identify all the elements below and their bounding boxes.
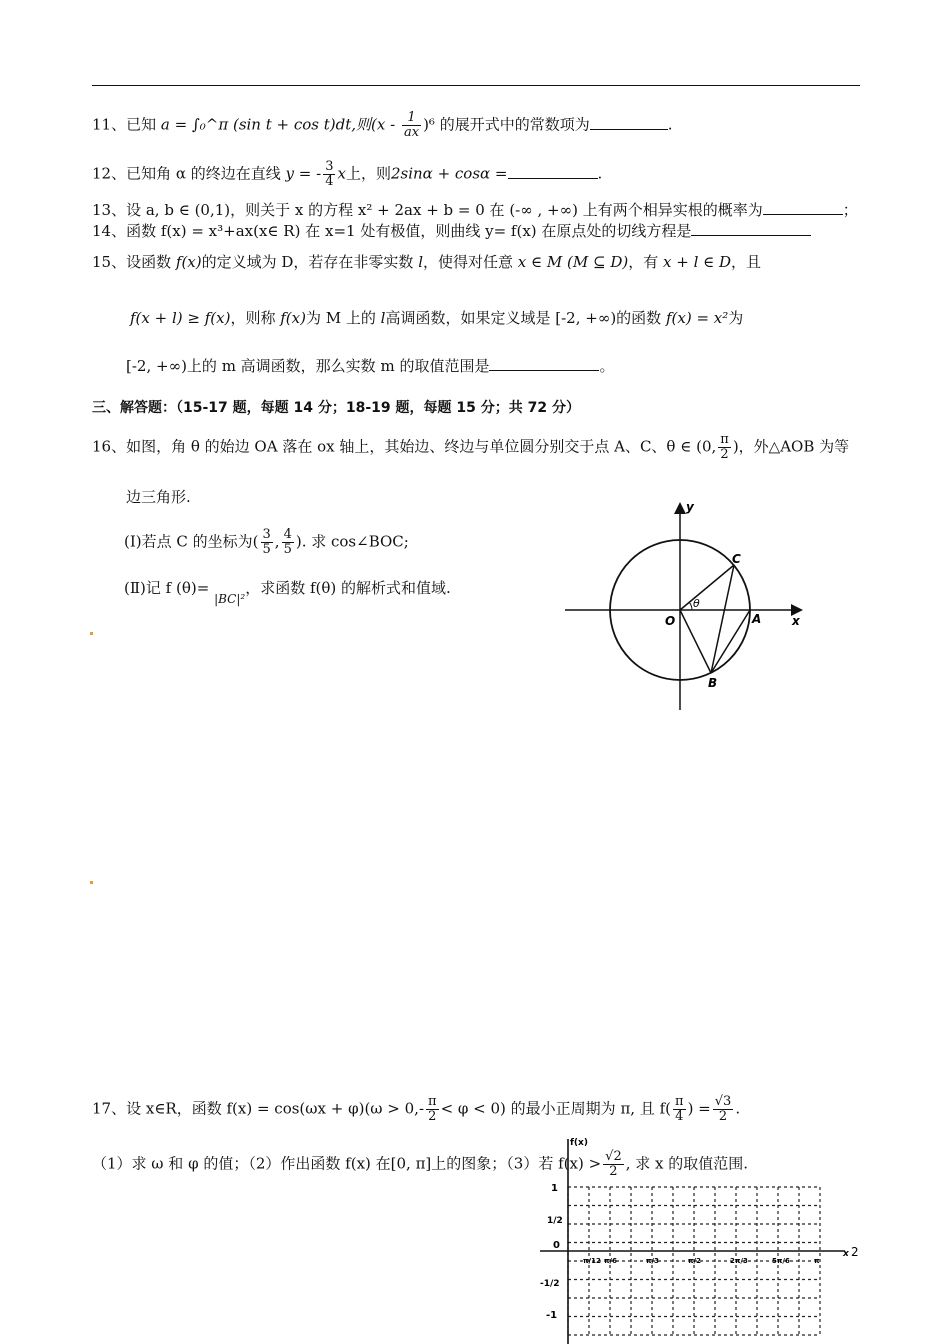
q12-formula-a: y = - [285,164,322,183]
label-y-1: 1 [551,1183,558,1194]
label-x-extra: 2 [851,1245,859,1259]
q17-f1-den: 2 [428,1109,437,1124]
q16-p2-c: ，求函数 f(θ) 的解析式和值域. [245,579,451,597]
q12-number: 12、 [92,164,127,183]
q15-text-2d: 为 M 上的 [305,309,376,327]
label-y-mhalf: -1/2 [540,1279,560,1289]
q16-frac-den: 2 [720,447,729,462]
q16-p1-f2-num: 4 [283,527,292,542]
q17-text-1a: 设 x∈R，函数 f(x) = cos(ωx + φ)(ω > 0,- [126,1099,425,1118]
q14-answer-blank[interactable] [691,221,811,236]
q17-f3-den: 2 [718,1109,728,1124]
q17-text-2b: , 求 x 的取值范围. [625,1154,749,1173]
x-tick-label: π/2 [688,1257,701,1265]
q17-number: 17、 [92,1099,127,1118]
theta-arc [689,602,692,610]
x-tick-label: π/6 [604,1257,617,1265]
label-fx: f(x) [570,1138,588,1148]
question-12 [92,160,602,189]
x-tick-label: 2π/3 [730,1257,748,1265]
q16-p1-frac-1 [261,528,273,557]
question-11 [92,111,672,140]
q12-end: . [597,164,603,183]
label-y: y [686,500,694,514]
q15-text-1d: ，有 [628,253,659,271]
label-y-half: 1/2 [547,1216,563,1226]
q17-f4-den: 2 [609,1164,618,1179]
q11-text-a: 已知 [126,115,157,134]
q17-f2-den: 4 [675,1109,684,1124]
q16-frac-num: π [720,432,729,447]
q15-domain: [-2, +∞) [555,309,617,327]
q17-text-1c: ) = [687,1099,711,1118]
q17-f1-num: π [428,1094,437,1109]
q16-fraction [718,433,731,462]
q16-p1-f2-den: 5 [283,542,292,557]
q16-p1-f1-num: 3 [262,527,271,542]
q12-formula-b: x [337,164,346,183]
q14-number: 14、 [92,222,127,240]
q16-p1-comma: , [274,532,280,551]
x-tick-label: π/12 [583,1257,601,1265]
q17-f2-num: π [675,1094,684,1109]
q17-text-1d: . [735,1099,741,1118]
q16-p1-frac-2 [282,528,294,557]
q17-fraction-3 [713,1095,734,1124]
marker-dot [90,632,93,635]
section-3-title: 三、解答题：（15-17 题，每题 14 分；18-19 题，每题 15 分；共 72 分） [92,400,580,416]
question-17-line-1 [92,1095,740,1124]
q15-fx-2: f(x) [280,309,306,327]
q15-text-3b: 上的 m 高调函数，那么实数 m 的取值范围是 [186,357,490,375]
label-x: x [792,614,800,628]
q15-l: l [418,253,423,271]
label-y-0: 0 [553,1240,560,1251]
q15-text-2j: 为 [728,309,744,327]
q12-formula-c: 2sinα + cosα = [390,164,508,183]
header-rule [92,85,860,86]
question-15-line-1 [92,252,761,272]
figure-16-unit-circle [560,495,820,715]
q15-text-2f: 高调函数，如果定义域是 [385,309,551,327]
q17-fraction-1 [426,1095,439,1124]
q15-fx-x2: f(x) = x² [665,309,729,327]
q16-p1-a: (Ⅰ)若点 C 的坐标为( [124,532,259,551]
question-16-line-2: 边三角形. [126,488,191,506]
q16-p1-b: ). 求 cos∠BOC; [295,532,409,551]
q15-text-1f: ，且 [731,253,762,271]
label-theta: θ [693,597,700,610]
q15-l-2: l [380,309,386,327]
q11-number: 11、 [92,115,127,134]
question-16-part-1 [124,528,409,557]
q12-answer-blank[interactable] [508,164,598,179]
segment-ab [711,610,750,673]
q12-frac-den: 4 [325,174,334,189]
q15-number: 15、 [92,253,127,271]
q14-text: 函数 f(x) = x³+ax(x∈ R) 在 x=1 处有极值，则曲线 y= f(x) 在原点处的切线方程是 [126,222,692,240]
q11-frac-num: 1 [402,111,421,126]
x-tick-label: 5π/6 [772,1257,790,1265]
q16-text-1b: )，外△AOB 为等 [732,437,850,456]
label-b: B [708,676,718,690]
label-a: A [752,612,762,626]
x-tick-label: π/3 [646,1257,659,1265]
q12-text-b: 上，则 [345,164,391,183]
q16-text-1a: 如图，角 θ 的始边 OA 落在 ox 轴上，其始边、终边与单位圆分别交于点 A、C、θ ∈ (0, [126,437,717,456]
segment-ob [680,610,711,673]
question-14 [92,221,811,241]
q15-inequality: f(x + l) ≥ f(x) [130,309,231,327]
q16-number: 16、 [92,437,127,456]
q15-fx: f(x) [175,253,202,271]
q15-text-1c: ，使得对任意 [423,253,514,271]
q15-answer-blank[interactable] [489,356,599,371]
q15-domain-2: [-2, +∞) [126,357,187,375]
q15-text-2b: ，则称 [230,309,276,327]
q17-f3-num: √3 [714,1094,732,1109]
q11-frac-den: ax [403,125,420,140]
q13-end: ； [842,201,858,219]
q12-fraction [323,160,335,189]
x-tick-label: π [814,1257,820,1265]
q17-text-2a: （1）求 ω 和 φ 的值；（2）作出函数 f(x) 在[0, π]上的图象；（3）若 f(x) > [92,1154,602,1173]
q15-text-1b: 的定义域为 D，若存在非零实数 [201,253,414,271]
q15-x-plus-l: x + l ∈ D [663,253,732,271]
question-15-line-3 [126,356,614,376]
q13-answer-blank[interactable] [763,200,843,215]
q11-answer-blank[interactable] [590,115,668,130]
q11-formula: a = ∫₀^π (sin t + cos t)dt,则(x - [160,115,400,134]
q17-text-1b: < φ < 0) 的最小正周期为 π, 且 f( [440,1099,672,1118]
q13-text: 设 a, b ∈ (0,1)，则关于 x 的方程 x² + 2ax + b = 0 在 (-∞ , +∞) 上有两个相异实根的概率为 [126,201,763,219]
q16-p2-a: (Ⅱ)记 f (θ)= [124,579,210,597]
marker-dot [90,881,93,884]
q11-text-b: )⁶ 的展开式中的常数项为 [423,115,590,134]
q12-text-a: 已知角 α 的终边在直线 [126,164,281,183]
label-o: O [665,614,676,628]
q16-p1-f1-den: 5 [262,542,271,557]
q15-end: 。 [599,357,615,375]
label-y-m1: -1 [546,1310,558,1321]
q17-f4-num: √2 [605,1149,622,1164]
q15-text-2h: 的函数 [616,309,662,327]
q13-number: 13、 [92,201,127,219]
q17-fraction-2 [673,1095,686,1124]
q16-p2-bc: |BC|² [214,592,246,606]
q15-set-m: x ∈ M (M ⊆ D) [517,253,629,271]
figure-17-graph-grid [530,1135,860,1344]
question-16-part-2 [124,578,451,606]
label-x: x [843,1249,849,1259]
q15-text-1a: 设函数 [126,253,172,271]
q11-end: . [667,115,673,134]
label-c: C [732,552,741,566]
q12-frac-num: 3 [325,159,334,174]
q11-fraction [402,111,421,140]
question-16-line-1 [92,433,849,462]
question-15-line-2 [130,308,743,328]
question-13 [92,200,858,220]
